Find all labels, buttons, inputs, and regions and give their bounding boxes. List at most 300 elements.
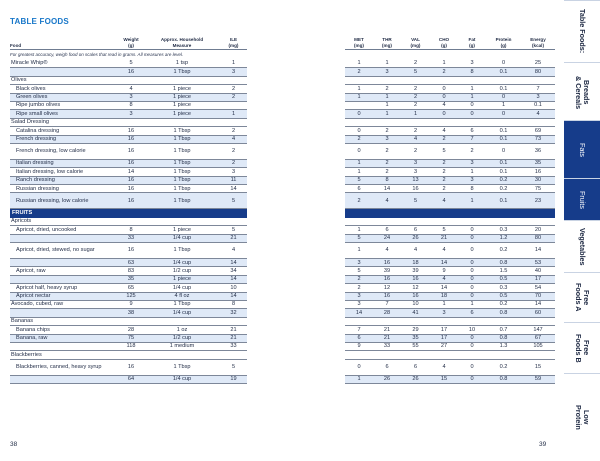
section-tab-label: Free Foods B [574,333,591,363]
weight-cell: 8 [129,226,133,233]
ile-cell: 5 [231,197,236,204]
fat-cell: 0 [470,259,474,266]
header-ile: ILE (mg) [228,37,239,48]
fat-cell: 7 [470,136,474,142]
food-name: Apricot half, heavy syrup [16,284,78,291]
measure-cell: 1 Tbsp [173,247,191,254]
cho-cell: 0 [442,85,446,92]
cho-cell: 0 [442,110,446,117]
weight-cell: 118 [126,343,136,350]
table-row-nutrients [345,193,555,209]
measure-cell: 4 fl oz [174,293,190,300]
met-cell: 5 [357,177,361,184]
ile-cell: 4 [231,136,236,142]
measure-cell: 1 Tbsp [173,177,191,184]
section-tab[interactable] [564,178,600,220]
food-name: Italian dressing [16,160,54,167]
table-row [10,144,247,160]
table-row [10,309,247,317]
val-cell: 4 [413,247,418,254]
table-row-nutrients [345,168,555,176]
table-row [10,376,247,384]
fat-cell: 3 [470,177,474,184]
weight-cell: 16 [127,247,135,254]
thr-cell: 4 [385,197,389,204]
fat-cell: 0 [470,102,474,109]
ile-cell: 14 [230,185,237,192]
food-name: French dressing [16,136,57,142]
weight-cell: 16 [127,127,135,134]
fat-cell: 0 [470,284,474,291]
weight-cell: 14 [127,168,135,175]
met-cell: 6 [357,335,361,342]
section-tab[interactable] [564,0,600,62]
weight-cell: 75 [127,335,135,342]
weight-cell: 16 [127,148,135,155]
table-row [10,136,247,144]
section-tab-label: Fats [578,142,587,157]
table-row [10,284,247,292]
val-cell: 26 [412,235,419,242]
cho-cell: 3 [442,309,446,316]
measure-cell: 1/4 cup [172,235,192,242]
met-cell: 9 [357,343,361,350]
met-cell: 1 [357,94,361,101]
thr-cell: 21 [383,326,391,333]
measure-cell: 1 tsp [175,60,189,67]
ile-cell: 2 [231,148,236,155]
energy-cell: 0.1 [534,102,542,109]
fat-cell: 0 [470,276,474,283]
table-row [10,177,247,185]
table-row [10,127,247,135]
weight-cell: 33 [127,235,135,242]
measure-cell: 1 Tbsp [173,364,191,371]
header-fat: Fat (g) [468,37,476,48]
fat-cell: 6 [470,309,474,316]
weight-cell: 8 [129,102,133,109]
val-cell: 16 [412,276,419,283]
weight-cell: 16 [127,364,135,371]
table-row [10,102,247,110]
food-name: Banana, raw [16,335,48,342]
energy-cell: 80 [534,235,542,242]
cho-cell: 5 [442,148,446,155]
cho-cell: 17 [440,335,448,342]
met-cell: 3 [357,259,361,266]
section-tab[interactable] [564,322,600,373]
thr-cell: 2 [385,85,389,92]
category-banner-right [345,209,555,217]
protein-cell: 0 [501,94,506,101]
thr-cell: 1 [385,94,389,101]
thr-cell: 24 [383,235,391,242]
thr-cell: 16 [383,293,391,300]
right-nutrient-table [345,60,555,384]
cho-cell: 1 [442,301,446,308]
protein-cell: 0.1 [499,168,508,175]
ile-cell: 2 [231,94,236,101]
fat-cell: 0 [470,376,474,383]
cho-cell: 27 [440,343,448,350]
protein-cell: 0.8 [499,309,508,316]
measure-cell: 1 piece [172,85,192,92]
measure-cell: 1/4 cup [172,309,192,316]
weight-cell: 65 [127,284,135,291]
header-val: VAL (mg) [410,37,421,48]
fat-cell: 10 [468,326,476,333]
met-cell: 5 [357,267,361,274]
cho-cell: 14 [440,284,448,291]
food-group-heading-right [345,218,555,226]
weight-cell: 16 [127,185,135,192]
table-row-nutrients [345,301,555,309]
thr-cell: 16 [383,276,391,283]
cho-cell: 17 [440,326,448,333]
val-cell: 2 [413,148,418,155]
header-measure: Approx. Household Measure [160,37,204,48]
met-cell: 7 [357,326,361,333]
energy-cell: 59 [534,376,542,383]
energy-cell: 14 [534,301,542,308]
weight-cell: 35 [127,276,135,283]
ile-cell: 3 [231,168,236,175]
protein-cell: 0.2 [499,185,508,192]
food-group-heading-right [345,318,555,326]
ile-cell: 8 [231,301,236,308]
food-group-label: Salad Dressing [11,119,49,126]
food-group-label: Olives [11,77,27,84]
energy-cell: 67 [534,335,542,342]
measure-cell: 1/4 cup [172,259,192,266]
table-row-nutrients [345,136,555,144]
cho-cell: 2 [442,160,446,167]
measure-cell: 1 piece [172,226,192,233]
met-cell: 1 [357,376,361,383]
weight-cell: 4 [129,85,133,92]
protein-cell: 0.1 [499,127,508,134]
header-protein: Protein (g) [495,37,512,48]
table-row-nutrients [345,276,555,284]
val-cell: 55 [412,343,419,350]
met-cell: 2 [357,68,361,75]
ile-cell: 1 [231,110,236,117]
ile-cell: 5 [231,226,236,233]
protein-cell: 0.8 [499,376,508,383]
protein-cell: 0.1 [499,136,508,142]
food-name: Miracle Whip® [11,60,48,67]
measure-cell: 1/4 cup [172,284,192,291]
fat-cell: 0 [470,235,474,242]
weight-cell: 5 [129,60,133,67]
header-cho: CHO (g) [438,37,450,48]
measure-cell: 1 Tbsp [173,301,191,308]
protein-cell: 1.3 [499,343,508,350]
thr-cell: 4 [385,247,389,254]
thr-cell: 33 [383,343,391,350]
thr-cell: 14 [383,185,391,192]
table-row-nutrients [345,85,555,93]
ile-cell: 11 [230,177,237,184]
table-row-nutrients [345,185,555,193]
measure-cell: 1/4 cup [172,376,192,383]
val-cell: 2 [413,102,418,109]
food-name: Black olives [16,85,46,92]
protein-cell: 0.2 [499,301,508,308]
food-group-heading [10,119,247,127]
section-tab-label: Table Foods: [578,9,587,54]
food-group-heading [10,77,247,85]
fat-cell: 1 [470,197,474,204]
category-banner [10,209,247,217]
thr-cell: 3 [385,136,389,142]
food-name: Apricot, raw [16,267,46,274]
measure-cell: 1 Tbsp [173,197,191,204]
fat-cell: 1 [470,168,474,175]
met-cell: 1 [357,60,361,67]
energy-cell: 4 [536,110,540,117]
energy-cell: 147 [533,326,543,333]
measure-cell: 1 Tbsp [173,127,191,134]
cho-cell: 18 [440,293,448,300]
table-row-nutrients [345,243,555,259]
ile-cell: 21 [230,235,237,242]
table-row [10,193,247,209]
met-cell: 1 [357,160,361,167]
section-tab[interactable] [564,373,600,461]
val-cell: 3 [413,160,418,167]
met-cell: 3 [357,301,361,308]
header-met: MET (mg) [354,37,364,48]
measure-cell: 1 Tbsp [173,185,191,192]
food-name: Catalina dressing [16,127,60,134]
val-cell: 2 [413,60,418,67]
val-cell: 3 [413,168,418,175]
weight-cell: 83 [127,267,135,274]
val-cell: 5 [413,68,418,75]
thr-cell: 6 [385,226,389,233]
thr-cell: 8 [385,177,389,184]
met-cell: 0 [357,127,361,134]
food-name: Apricot, dried, stewed, no sugar [16,247,95,254]
section-tab-label: Vegetables [578,227,587,266]
weight-cell: 16 [127,160,135,167]
val-cell: 41 [412,309,419,316]
thr-cell: 6 [385,364,389,371]
cho-cell: 2 [442,136,446,142]
cho-cell: 2 [442,168,446,175]
protein-cell: 0.5 [499,293,508,300]
val-cell: 4 [413,136,418,142]
fat-cell: 8 [470,185,474,192]
table-row [10,267,247,275]
table-row-nutrients [345,376,555,384]
thr-cell: 2 [385,148,389,155]
table-row [10,168,247,176]
table-row-nutrients [345,144,555,160]
met-cell: 2 [357,197,361,204]
fat-cell: 1 [470,94,474,101]
table-row-nutrients [345,343,555,351]
val-cell: 16 [412,293,419,300]
food-name: Blackberries, canned, heavy syrup [16,364,102,371]
section-tab-label: Fruits [578,190,587,209]
val-cell: 6 [413,364,418,371]
fat-cell: 3 [470,60,474,67]
table-row [10,68,247,76]
val-cell: 18 [412,259,419,266]
ile-cell: 5 [231,364,236,371]
fat-cell: 1 [470,301,474,308]
measure-cell: 1 piece [172,102,192,109]
food-group-heading [10,318,247,326]
val-cell: 39 [412,267,419,274]
val-cell: 5 [413,197,418,204]
cho-cell: 5 [442,226,446,233]
header-weight: Weight (g) [123,37,139,48]
weight-cell: 16 [127,177,135,184]
table-row-nutrients [345,259,555,267]
table-row [10,326,247,334]
energy-cell: 25 [534,60,542,67]
protein-cell: 0.5 [499,276,508,283]
protein-cell: 0.1 [499,197,508,204]
food-name: Ripe small olives [16,110,58,117]
met-cell: 1 [357,247,361,254]
food-group-label: Blackberries [11,351,42,358]
cho-cell: 21 [440,235,448,242]
ile-cell: 14 [230,259,237,266]
table-row [10,235,247,243]
met-cell: 0 [357,364,361,371]
protein-cell: 0.8 [499,259,508,266]
met-cell: 6 [357,185,361,192]
food-name: Russian dressing [16,185,59,192]
page-number-left: 38 [10,441,18,448]
section-tab[interactable] [564,272,600,322]
page-title: TABLE FOODS [10,17,69,26]
protein-cell: 0.2 [499,247,508,254]
table-row [10,343,247,351]
section-tabs [564,0,600,461]
table-row [10,276,247,284]
energy-cell: 3 [536,94,540,101]
food-name: Apricot, dried, uncooked [16,226,77,233]
ile-cell: 21 [230,326,237,333]
table-row-nutrients [345,360,555,376]
met-cell: 0 [357,110,361,117]
ile-cell: 21 [230,335,237,342]
table-row [10,226,247,234]
energy-cell: 36 [534,148,542,155]
section-tab[interactable] [564,120,600,178]
measure-cell: 1 piece [172,110,192,117]
thr-cell: 1 [385,102,389,109]
protein-cell: 0.2 [499,177,508,184]
section-tab-label: Low Protein [574,405,591,430]
measure-cell: 1 Tbsp [173,168,191,175]
weight-cell: 38 [127,309,135,316]
ile-cell: 10 [230,284,237,291]
ile-cell: 2 [231,127,236,134]
measure-cell: 1 piece [172,276,192,283]
protein-cell: 1.5 [499,267,508,274]
val-cell: 29 [412,326,419,333]
table-row-nutrients [345,309,555,317]
energy-cell: 16 [534,168,542,175]
table-row-nutrients [345,177,555,185]
header-thr: THR (mg) [382,37,392,48]
fat-cell: 2 [470,148,474,155]
table-row-nutrients [345,94,555,102]
table-row [10,293,247,301]
table-row-nutrients [345,293,555,301]
fat-cell: 6 [470,127,474,134]
energy-cell: 7 [536,85,540,92]
table-row [10,301,247,309]
cho-cell: 2 [442,68,446,75]
energy-cell: 54 [534,284,542,291]
fat-cell: 0 [470,247,474,254]
cho-cell: 4 [442,102,446,109]
ile-cell: 3 [231,68,236,75]
food-group-label: Bananas [11,318,34,325]
measure-cell: 1 piece [172,94,192,101]
section-tab[interactable] [564,220,600,272]
fat-cell: 0 [470,293,474,300]
table-row [10,360,247,376]
section-tab-label: Breads & Cereals [574,75,591,110]
measure-cell: 1 Tbsp [173,68,191,75]
fat-cell: 0 [470,343,474,350]
cho-cell: 4 [442,127,446,134]
thr-cell: 16 [383,259,391,266]
ile-cell: 4 [231,247,236,254]
food-name: Green olives [16,94,48,101]
thr-cell: 7 [385,301,389,308]
thr-cell: 2 [385,127,389,134]
val-cell: 12 [412,284,419,291]
protein-cell: 0.2 [499,364,508,371]
header-energy: Energy (kcal) [530,37,546,48]
fat-cell: 0 [470,110,474,117]
table-row-nutrients [345,267,555,275]
energy-cell: 14 [534,247,542,254]
weight-cell: 9 [129,301,133,308]
food-name: Ranch dressing [16,177,55,184]
fat-cell: 0 [470,364,474,371]
energy-cell: 40 [534,267,542,274]
table-row-nutrients [345,226,555,234]
right-table-header [345,31,555,50]
protein-cell: 0 [501,60,506,67]
section-tab[interactable] [564,62,600,122]
fat-cell: 3 [470,160,474,167]
val-cell: 2 [413,127,418,134]
protein-cell: 0.3 [499,284,508,291]
cho-cell: 2 [442,185,446,192]
energy-cell: 75 [534,185,542,192]
measure-cell: 1 Tbsp [173,148,191,155]
energy-cell: 105 [533,343,543,350]
energy-cell: 30 [534,177,542,184]
fat-cell: 0 [470,335,474,342]
cho-cell: 4 [442,364,446,371]
measure-cell: 1 Tbsp [173,136,191,142]
food-group-heading [10,351,247,359]
measure-cell: 1/2 cup [172,335,192,342]
thr-cell: 2 [385,168,389,175]
